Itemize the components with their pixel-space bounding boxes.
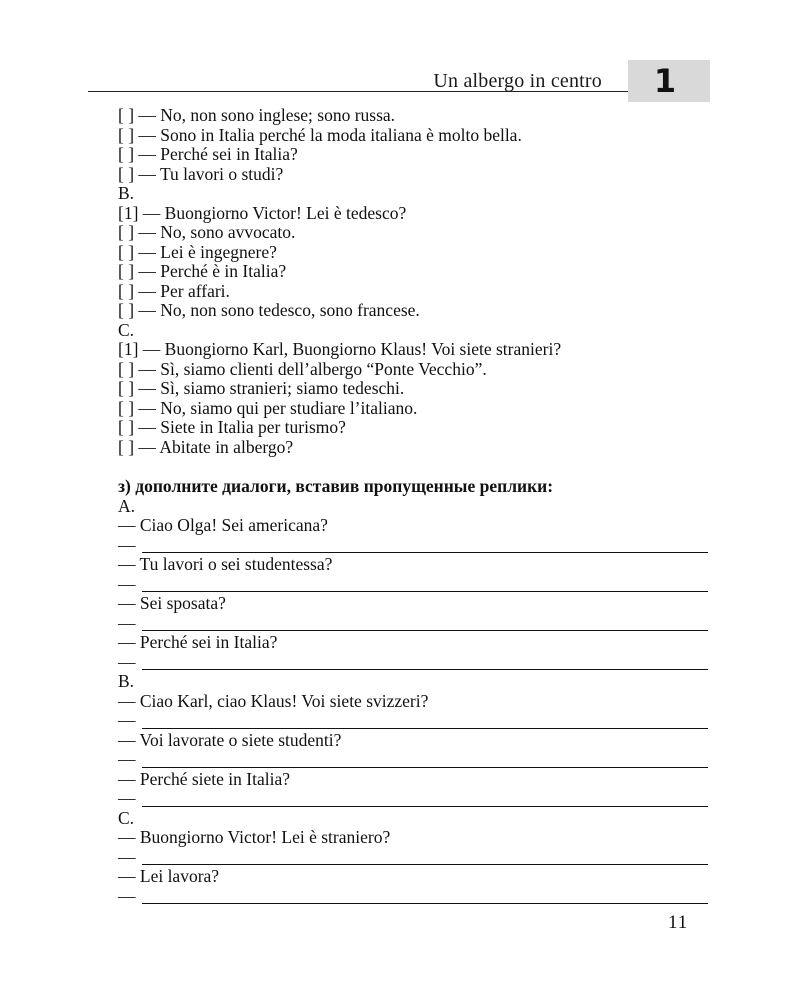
dialog-b: [118, 672, 718, 809]
matching-line: [ ] — Sono in Italia perché la moda italiana è molto bella.: [118, 124, 522, 145]
matching-line: [ ] — No, siamo qui per studiare l’italiano.: [118, 397, 418, 418]
spacer: [118, 457, 718, 477]
page-header: [88, 60, 710, 100]
answer-blank[interactable]: [118, 848, 718, 868]
answer-line: [142, 552, 708, 553]
answer-dash: —: [118, 612, 136, 633]
section-letter: A.: [118, 495, 136, 516]
dialog-question: — Perché siete in Italia?: [118, 768, 291, 789]
answer-dash: —: [118, 749, 136, 769]
dialog-question: — Tu lavori o sei studentessa?: [118, 554, 333, 574]
answer-line: [142, 864, 708, 865]
dialog-question: — Lei lavora?: [118, 866, 220, 886]
matching-line: [1] — Buongiorno Karl, Buongiorno Klaus! Voi siete stranieri?: [118, 339, 562, 359]
matching-section-a-tail: [118, 106, 718, 184]
matching-line: [ ] — Tu lavori o studi?: [118, 163, 284, 184]
matching-line: [ ] — Per affari.: [118, 280, 230, 301]
answer-blank[interactable]: [118, 614, 718, 634]
dialog-c: [118, 809, 718, 907]
chapter-badge: [628, 60, 710, 102]
task-title: з) дополните диалоги, вставив пропущенные реплики:: [118, 476, 554, 496]
matching-section-b: [118, 184, 718, 321]
dialog-question: — Ciao Olga! Sei americana?: [118, 515, 328, 535]
matching-line: [ ] — No, sono avvocato.: [118, 222, 296, 242]
answer-line: [142, 669, 708, 670]
answer-dash: —: [118, 846, 136, 867]
answer-line: [142, 630, 708, 631]
running-title: Un albergo in centro: [433, 70, 602, 92]
answer-dash: —: [118, 788, 136, 808]
answer-dash: —: [118, 534, 136, 555]
answer-blank[interactable]: [118, 789, 718, 809]
dialog-question: — Sei sposata?: [118, 593, 226, 613]
answer-line: [142, 591, 708, 592]
matching-line: [ ] — Perché è in Italia?: [118, 261, 287, 281]
answer-line: [142, 767, 708, 768]
dialog-question: — Ciao Karl, ciao Klaus! Voi siete svizzeri?: [118, 690, 429, 711]
chapter-number: 1: [653, 62, 677, 100]
page-body: [118, 106, 718, 906]
dialog-question: — Buongiorno Victor! Lei è straniero?: [118, 827, 391, 847]
answer-blank[interactable]: [118, 711, 718, 731]
answer-dash: —: [118, 885, 136, 906]
matching-line: [ ] — Sì, siamo clienti dell’albergo “Ponte Vecchio”.: [118, 358, 487, 379]
answer-line: [142, 728, 708, 729]
answer-dash: —: [118, 573, 136, 594]
section-letter: C.: [118, 319, 135, 340]
answer-blank[interactable]: [118, 653, 718, 673]
section-letter: B.: [118, 671, 135, 691]
page-number: 11: [668, 912, 689, 933]
matching-line: [ ] — Perché sei in Italia?: [118, 144, 298, 164]
matching-line: [ ] — Lei è ingegnere?: [118, 241, 277, 262]
matching-section-c: [118, 321, 718, 458]
dialog-question: — Voi lavorate o siete studenti?: [118, 729, 342, 750]
answer-blank[interactable]: [118, 536, 718, 556]
answer-line: [142, 903, 708, 904]
answer-blank[interactable]: [118, 750, 718, 770]
answer-line: [142, 806, 708, 807]
answer-blank[interactable]: [118, 575, 718, 595]
section-letter: C.: [118, 807, 135, 828]
matching-line: [ ] — Abitate in albergo?: [118, 436, 294, 457]
answer-dash: —: [118, 651, 136, 672]
matching-line: [ ] — No, non sono tedesco, sono francese.: [118, 300, 420, 320]
matching-line: [ ] — Sì, siamo stranieri; siamo tedeschi.: [118, 378, 405, 398]
answer-dash: —: [118, 710, 136, 730]
dialog-a: [118, 497, 718, 673]
dialog-question: — Perché sei in Italia?: [118, 632, 278, 652]
matching-line: [ ] — Siete in Italia per turismo?: [118, 417, 346, 437]
matching-line: [1] — Buongiorno Victor! Lei è tedesco?: [118, 202, 407, 223]
answer-blank[interactable]: [118, 887, 718, 907]
matching-line: [ ] — No, non sono inglese; sono russa.: [118, 105, 396, 125]
section-letter: B.: [118, 183, 135, 203]
